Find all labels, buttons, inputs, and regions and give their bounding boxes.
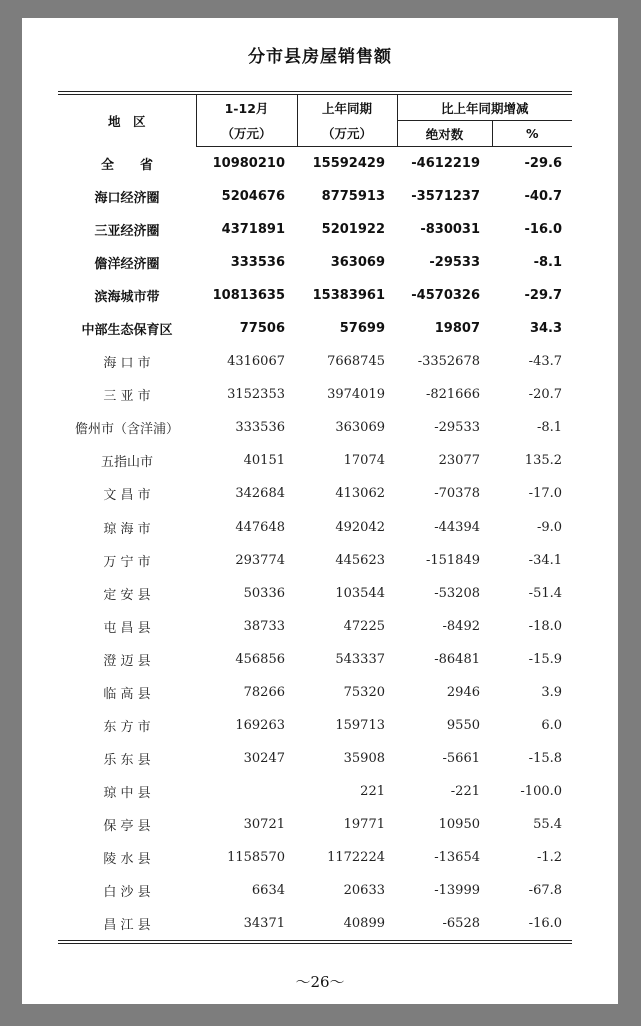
prev-year-cell: 57699 [339,321,385,337]
percent-change-cell: -1.2 [536,850,563,865]
sales-cell: 30721 [243,816,285,832]
absolute-change-cell: -151849 [425,552,480,568]
sales-cell: 10980210 [212,156,285,172]
table-row [58,676,572,709]
header-absolute: 绝对数 [397,121,492,147]
absolute-change-cell: -29533 [429,255,480,271]
table-row [58,544,572,577]
percent-change-cell: -15.9 [528,651,563,667]
absolute-change-cell: -8492 [442,618,480,634]
absolute-change-cell: 23077 [438,453,480,469]
percent-change-cell: -29.7 [524,288,563,304]
absolute-change-cell: 9550 [446,717,480,733]
sales-cell [196,775,297,808]
page-number: ～26～ [295,973,345,991]
prev-year-cell: 363069 [335,420,385,436]
prev-year-cell: 3974019 [327,387,385,403]
absolute-change-cell: -6528 [397,907,492,942]
prev-year-cell: 363069 [330,255,385,271]
sales-cell: 447648 [235,519,285,535]
table-row [58,643,572,676]
region-cell: 儋洋经济圈 [94,257,160,273]
percent-change-cell: 135.2 [524,453,563,469]
absolute-change-cell: -13654 [434,850,480,865]
table-row [58,841,572,874]
prev-year-cell: 221 [360,783,385,799]
table-row [58,742,572,775]
document-page [22,18,618,1004]
absolute-change-cell: -3352678 [417,354,480,370]
sales-cell: 4371891 [221,222,285,238]
percent-change-cell: 6.0 [541,717,563,733]
sales-table [58,91,572,944]
prev-year-cell: 543337 [335,651,385,667]
region-cell: 乐 东 县 [103,752,151,768]
absolute-change-cell: 2946 [446,684,480,700]
absolute-change-cell: -44394 [434,519,480,535]
header-percent: % [492,121,572,147]
prev-year-cell: 15383961 [312,288,385,304]
percent-change-cell: -9.0 [536,519,563,535]
sales-cell: 333536 [235,420,285,436]
absolute-change-cell: -29533 [434,420,480,436]
table-row [58,610,572,643]
header-col1: 1-12月 [196,93,297,121]
sales-cell: 456856 [235,651,285,667]
table-row [58,577,572,610]
percent-change-cell: -16.0 [492,907,572,942]
prev-year-cell: 8775913 [321,189,385,205]
absolute-change-cell: -830031 [420,222,480,238]
sales-cell: 5204676 [221,189,285,205]
prev-year-cell: 19771 [343,816,385,832]
prev-year-cell: 75320 [343,684,385,700]
region-cell: 三亚经济圈 [94,224,160,240]
region-cell: 临 高 县 [103,686,151,702]
table-row [58,709,572,742]
table-row [58,345,572,378]
absolute-change-cell: -86481 [434,651,480,667]
region-cell: 定 安 县 [103,587,151,603]
percent-change-cell: 55.4 [533,816,563,832]
percent-change-cell: 3.9 [541,684,563,700]
sales-cell: 169263 [235,717,285,733]
percent-change-cell: -8.1 [533,255,563,271]
sales-cell: 77506 [239,321,285,337]
percent-change-cell: -29.6 [524,156,563,172]
absolute-change-cell: -53208 [434,585,480,601]
header-col2: 上年同期 [297,93,397,121]
table-row [58,312,572,345]
sales-cell: 293774 [235,552,285,568]
sales-cell: 10813635 [212,288,285,304]
table-row [58,511,572,544]
sales-cell: 4316067 [227,354,285,370]
sales-cell: 333536 [230,255,285,271]
table-row [58,874,572,907]
region-cell: 白 沙 县 [103,885,151,901]
region-cell: 屯 昌 县 [103,620,151,636]
absolute-change-cell: 10950 [438,816,480,832]
region-cell: 东 方 市 [103,719,151,735]
percent-change-cell: -51.4 [528,585,563,601]
absolute-change-cell: -13999 [434,883,480,899]
percent-change-cell: -67.8 [528,883,563,899]
region-cell: 琼 中 县 [103,785,151,801]
absolute-change-cell: -3571237 [411,189,480,205]
region-cell: 三 亚 市 [103,389,151,405]
absolute-change-cell: -70378 [434,486,480,502]
absolute-change-cell: -221 [450,783,480,799]
prev-year-cell: 20633 [343,883,385,899]
prev-year-cell: 5201922 [321,222,385,238]
region-cell: 琼 海 市 [103,521,151,537]
header-col2-unit: （万元） [297,121,397,147]
prev-year-cell: 35908 [343,750,385,766]
prev-year-cell: 7668745 [327,354,385,370]
header-col1-unit: （万元） [196,121,297,147]
region-cell: 中部生态保育区 [81,323,173,339]
prev-year-cell: 47225 [343,618,385,634]
region-cell: 陵 水 县 [103,852,151,867]
percent-change-cell: -18.0 [528,618,563,634]
table-row [58,477,572,510]
table-row [58,411,572,444]
sales-cell: 38733 [243,618,285,634]
percent-change-cell: -20.7 [528,387,563,403]
table-row [58,444,572,477]
table-body [58,147,572,943]
region-cell: 海 口 市 [103,356,151,372]
sales-cell: 342684 [235,486,285,502]
region-cell: 五指山市 [100,455,153,471]
table-row [58,246,572,279]
percent-change-cell: 34.3 [529,321,563,337]
absolute-change-cell: -4612219 [411,156,480,172]
header-region: 地 区 [58,93,196,147]
sales-cell: 1158570 [227,850,285,865]
table-row [58,775,572,808]
absolute-change-cell: -4570326 [411,288,480,304]
absolute-change-cell: -5661 [442,750,480,766]
region-cell: 昌 江 县 [58,907,196,942]
prev-year-cell: 15592429 [312,156,385,172]
sales-cell: 3152353 [227,387,285,403]
absolute-change-cell: 19807 [434,321,480,337]
sales-cell: 6634 [251,883,285,899]
percent-change-cell: -8.1 [536,420,563,436]
table-row [58,180,572,213]
table-row [58,279,572,312]
percent-change-cell: -15.8 [528,750,563,766]
table-row [58,378,572,411]
sales-cell: 30247 [243,750,285,766]
region-cell: 滨海城市带 [94,290,160,306]
region-cell: 全 省 [100,157,153,173]
region-cell: 儋州市（含洋浦） [74,422,179,438]
sales-cell: 50336 [243,585,285,601]
prev-year-cell: 492042 [335,519,385,535]
percent-change-cell: -16.0 [524,222,563,238]
prev-year-cell: 1172224 [327,850,385,865]
region-cell: 海口经济圈 [94,191,160,207]
page-title: 分市县房屋销售额 [248,47,392,67]
table-row [58,907,572,942]
absolute-change-cell: -821666 [425,387,480,403]
region-cell: 文 昌 市 [103,488,151,504]
percent-change-cell: -34.1 [528,552,563,568]
prev-year-cell: 103544 [335,585,385,601]
table-row [58,808,572,841]
sales-cell: 78266 [243,684,285,700]
region-cell: 澄 迈 县 [103,653,151,669]
prev-year-cell: 445623 [335,552,385,568]
percent-change-cell: -43.7 [528,354,563,370]
sales-cell: 40151 [243,453,285,469]
prev-year-cell: 17074 [343,453,385,469]
region-cell: 万 宁 市 [103,554,151,570]
prev-year-cell: 40899 [297,907,397,942]
prev-year-cell: 413062 [335,486,385,502]
prev-year-cell: 159713 [335,717,385,733]
sales-cell: 34371 [196,907,297,942]
table-row [58,213,572,246]
region-cell: 保 亭 县 [103,818,151,834]
percent-change-cell: -40.7 [524,189,563,205]
percent-change-cell: -100.0 [520,783,563,799]
percent-change-cell: -17.0 [528,486,563,502]
header-change-group: 比上年同期增减 [397,93,572,121]
table-row [58,147,572,181]
